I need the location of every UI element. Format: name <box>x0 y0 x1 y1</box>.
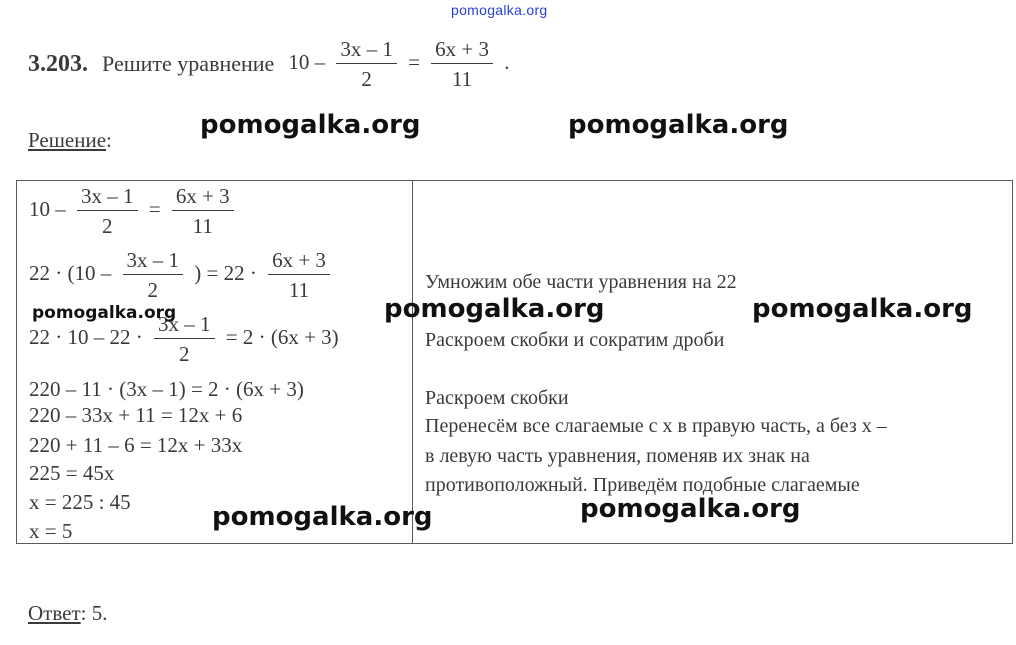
fraction-numerator: 6x + 3 <box>172 185 234 211</box>
fraction-numerator: 3x – 1 <box>336 38 397 64</box>
step-9: x = 5 <box>29 519 73 543</box>
answer-label: Ответ <box>28 601 81 625</box>
fraction-denominator: 2 <box>179 342 190 367</box>
note-2: Раскроем скобки и сократим дроби <box>425 329 725 351</box>
step-5: 220 – 33x + 11 = 12x + 6 <box>29 403 243 427</box>
watermark: pomogalka.org <box>568 110 789 140</box>
answer <box>28 601 107 626</box>
fraction <box>431 38 493 90</box>
watermark: pomogalka.org <box>580 494 801 524</box>
step-7: 225 = 45x <box>29 461 115 485</box>
watermark: pomogalka.org <box>212 502 433 532</box>
solution-table <box>16 180 1013 544</box>
step-text: = <box>148 196 161 221</box>
step-8: x = 225 : 45 <box>29 490 131 514</box>
solution-colon: : <box>106 128 112 152</box>
step-text: = 2 · (6x + 3) <box>225 324 339 349</box>
equation-constant: 10 – <box>288 49 326 74</box>
problem-number: 3.203. <box>28 50 88 77</box>
fraction-denominator: 11 <box>192 214 213 239</box>
step-6: 220 + 11 – 6 = 12x + 33x <box>29 433 243 457</box>
equation-end: . <box>504 49 510 74</box>
fraction <box>172 185 234 237</box>
fraction-numerator: 3x – 1 <box>154 313 215 339</box>
fraction-denominator: 11 <box>288 278 310 303</box>
fraction-denominator: 2 <box>102 214 113 239</box>
fraction <box>268 249 330 301</box>
fraction <box>336 38 397 90</box>
fraction-numerator: 6x + 3 <box>268 249 330 275</box>
note-6: противоположный. Приведём подобные слагаемые <box>425 474 860 496</box>
note-3: Раскроем скобки <box>425 387 569 409</box>
step-4: 220 – 11 · (3x – 1) = 2 · (6x + 3) <box>29 377 304 401</box>
note-4: Перенесём все слагаемые с х в правую часть, а без х – <box>425 415 887 437</box>
step-2 <box>29 249 336 301</box>
watermark: pomogalka.org <box>200 110 421 140</box>
fraction-denominator: 2 <box>361 67 372 92</box>
table-divider <box>412 181 413 543</box>
problem-text: Решите уравнение <box>102 51 275 77</box>
step-1 <box>29 185 240 237</box>
fraction <box>123 249 184 301</box>
step-text: 22 · (10 – <box>29 260 112 285</box>
watermark: pomogalka.org <box>752 294 973 324</box>
site-link[interactable]: pomogalka.org <box>451 2 548 18</box>
solution-label: Решение <box>28 128 107 152</box>
fraction-numerator: 3x – 1 <box>77 185 138 211</box>
note-5: в левую часть уравнения, поменяв их знак на <box>425 445 810 467</box>
note-1: Умножим обе части уравнения на 22 <box>425 271 737 293</box>
fraction <box>77 185 138 237</box>
fraction-numerator: 3x – 1 <box>123 249 184 275</box>
step-text: 10 – <box>29 196 66 221</box>
fraction-denominator: 11 <box>451 67 473 92</box>
step-text: 22 · 10 – 22 · <box>29 324 143 349</box>
equals-sign: = <box>408 49 420 74</box>
step-text: ) = 22 · <box>194 260 257 285</box>
solution-heading <box>28 128 112 153</box>
fraction-numerator: 6x + 3 <box>431 38 493 64</box>
fraction-denominator: 2 <box>147 278 158 303</box>
problem-equation <box>288 38 509 90</box>
problem-statement <box>28 38 510 90</box>
answer-value: : 5. <box>80 601 108 625</box>
watermark: pomogalka.org <box>32 303 177 323</box>
watermark: pomogalka.org <box>384 294 605 324</box>
